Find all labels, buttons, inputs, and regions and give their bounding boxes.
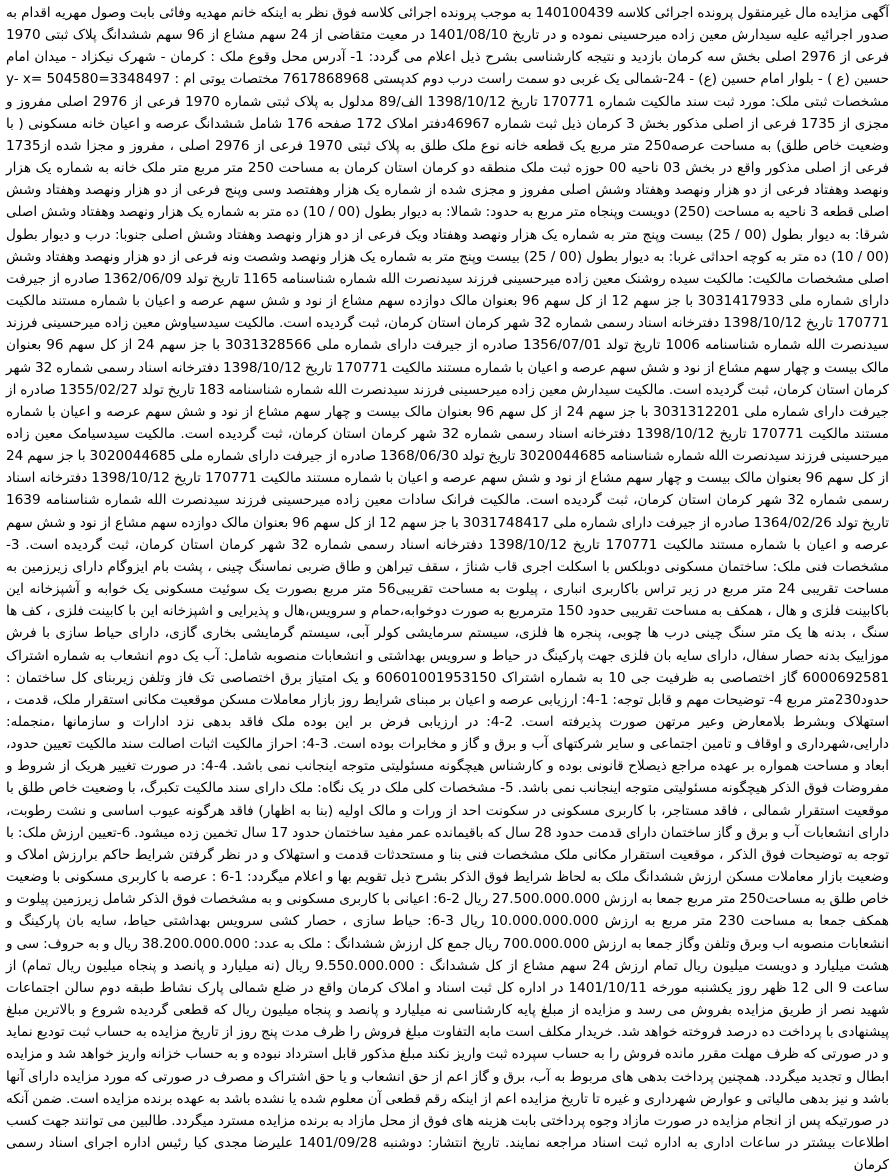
auction-notice-text: آگهی مزایده مال غیرمنقول پرونده اجرائی کلاسه 140100439 به موجب پرونده اجرائی کلاسه فوق نظر به اینکه خانم مهدیه وفائی بابت وصول مهریه اقدام به صدور اجرائیه علیه سیدارش معین زاده میرحسینی نموده و در تاریخ 1401/08/10 در معیت متقاضی از 24 سهم مشاع از 96 سهم ششدانگ پلاک ثبتی 1970 فرعی از 2976 اصلی بخش سه کرمان بازدید و نتیجه کارشناسی بشرح ذیل اعلام می گردد: 1- آدرس محل وقوع ملک : کرمان - شهرک نیکزاد - میدان امام حسین (ع ) - بلوار امام حسین (ع) - 24-شمالی یک غربی دو سمت راست درب دوم کدپستی 7617868968 مختصات یوتی ام : 3348497=y- x= 504580 مشخصات ثبتی ملک: مورد ثبت سند مالکیت شماره 170771 تاریخ 1398/10/12 الف/89 مدلول به پلاک ثبتی شماره 1970 فرعی از 2976 اصلی مفروز و مجزی از 1735 فرعی از اصلی مذکور بخش 3 کرمان ذیل ثبت شماره 46967دفتر املاک 172 صفحه 176 شامل ششدانگ عرصه و اعیان خانه مسکونی ( با وضعیت خاص طلق) به مساحت عرصه250 متر مربع یک قطعه خانه نوع ملک طلق به پلاک ثبتی 1970 فرعی از 2976 اصلی ، مفروز و مجزا شده از1735 فرعی از اصلی مذکور واقع در بخش 03 ناحیه 00 حوزه ثبت ملک منطقه دو کرمان استان کرمان به مساحت 250 متر مربع متر ملک خانه به شماره یک هزار ونهصد وهفتاد فرعی از دو هزار ونهصد وهفتاد وشش اصلی مفروز و مجزی شده از شماره یک هزار وهفتصد وسی وپنج فرعی از دو هزار ونهصد وهفتاد وشش اصلی قطعه 3 ناحیه به مساحت (250) دویست وپنجاه متر مربع به حدود: شمالا: به دیوار بطول (00 / 10) ده متر به شماره یک هزار ونهصد وهفتاد وشش اصلی شرقا: به دیوار بطول (00 / 25) بیست وپنج متر به شماره یک هزار ونهصد وهفتاد ویک فرعی از دو هزار ونهصد وهفتاد وشش اصلی جنوبا: درب و دیوار بطول (00 / 10) ده متر به کوچه احداثی غربا: به دیوار بطول (00 / 25) بیست وپنج متر به شماره یک هزار ونهصد وشصت ونه فرعی از دو هزار ونهصد وهفتاد وشش اصلی مشخصات مالکیت: مالکیت سیده روشنک معین زاده میرحسینی فرزند سیدنصرت الله شماره شناسنامه 1165 تاریخ تولد 1362/06/09 صادره از جیرفت دارای شماره ملی 3031417933 با جز سهم 12 از کل سهم 96 بعنوان مالک دوازده سهم مشاع از نود و شش سهم عرصه و اعیان با شماره مستند مالکیت 170771 تاریخ 1398/10/12 دفترخانه اسناد رسمی شماره 32 شهر کرمان استان کرمان، ثبت گردیده است. مالکیت سیدسیاوش معین زاده میرحسینی فرزند سیدنصرت الله شماره شناسنامه 1006 تاریخ تولد 1356/07/01 صادره از جیرفت دارای شماره ملی 3031328566 با جز سهم 24 از کل سهم 96 بعنوان مالک بیست و چهار سهم مشاع از نود و شش سهم عرصه و اعیان با شماره مستند مالکیت 170771 تاریخ 1398/10/12 دفترخانه اسناد رسمی شماره 32 شهر کرمان استان کرمان، ثبت گردیده است. مالکیت سیدارش معین زاده میرحسینی فرزند سیدنصرت الله شماره شناسنامه 183 تاریخ تولد 1355/02/27 صادره از جیرفت دارای شماره ملی 3031312201 با جز سهم 24 از کل سهم 96 بعنوان مالک بیست و چهار سهم مشاع از نود و شش سهم عرصه و اعیان با شماره مستند مالکیت 170771 تاریخ 1398/10/12 دفترخانه اسناد رسمی شماره 32 شهر کرمان استان کرمان، ثبت گردیده است. مالکیت سیدسیامک معین زاده میرحسینی فرزند سیدنصرت الله شماره شناسنامه 3020044685 تاریخ تولد 1368/06/30 صادره از جیرفت دارای شماره ملی 3020044685 با جز سهم 24 از کل سهم 96 بعنوان مالک بیست و چهار سهم مشاع از نود و شش سهم عرصه و اعیان با شماره مستند مالکیت 170771 تاریخ 1398/10/12 دفترخانه اسناد رسمی شماره 32 شهر کرمان استان کرمان، ثبت گردیده است. مالکیت فرانک سادات معین زاده میرحسینی فرزند سیدنصرت الله شماره شناسنامه 1639 تاریخ تولد 1364/02/26 صادره از جیرفت دارای شماره ملی 3031748417 با جز سهم 12 از کل سهم 96 بعنوان مالک دوازده سهم مشاع از نود و شش سهم عرصه و اعیان با شماره مستند مالکیت 170771 تاریخ 1398/10/12 دفترخانه اسناد رسمی شماره 32 شهر کرمان استان کرمان، ثبت گردیده است. 3- مشخصات فنی ملک: ساختمان مسکونی دوبلکس با اسکلت اجری قاب شناژ ، سقف تیراهن و طاق ضربی نماسنگ چینی ، پشت بام ایزوگام دارای زیرزمین به مساحت تقریبی 24 متر مربع در زیر تراس باکاربری انباری ، پیلوت به مساحت تقریبی56 متر مربع بصورت یک سوئیت مسکونی یک خوابه و آشپزخانه این باکابینت فلزی و هال ، همکف به مساحت تقریبی حدود 150 مترمربع به صورت دوخوابه،حمام و سرویس،هال و پذیرایی و اشپزخانه این با کابینت فلزی ، کف ها سنگ ، بدنه ها یک متر سنگ چینی درب ها چوبی، پنجره ها فلزی، سیستم سرمایشی کولر آبی، سیستم گرمایشی بخاری گازی، دارای حیاط سازی با فرش موزاییک بدنه حصار سفال، دارای سایه بان فلزی جهت پارکینگ در حیاط و سرویس بهداشتی و انشعابات منصوبه شامل: آب یک دوم انشعاب به شماره اشتراک 6000692581 گاز اختصاصی به ظرفیت جی 10 به شماره اشتراک 60601001953150 و یک امتیاز برق اختصاصی تک فاز وتلفن زیربنای کل ساختمان : حدود230متر مربع 4- توضیحات مهم و قابل توجه: 1-4: ارزیابی عرصه و اعیان بر مبنای شرایط روز بازار معاملات مسکن موقعیت مکانی استقرار ملک، قدمت ، استهلاک وبشرط بلامعارض وعیر مرتهن صورت پذیرفته است. 2-4: در ارزیابی فرض بر این بوده ملک فاقد بدهی نزد ادارات و سازمانها ،منجمله: دارایی،شهرداری و اوقاف و تامین اجتماعی و سایر شرکتهای آب و برق و گاز و مخابرات بوده است. 3-4: احراز مالکیت اثبات اصالت سند مالکیت تعیین حدود، ابعاد و مساحت همواره بر عهده مراجع ذیصلاح قانونی بوده و کارشناس هیچگونه مسئولیتی متوجه اینجانب نمی باشد. 4-4: در صورت تغییر هریک از شروط و مفروضات فوق الذکر هیچگونه مسئولیتی متوجه اینجانب نمی باشد. 5- مشخصات کلی ملک در یک نگاه: ملک دارای سند مالکیت تکبرگ، با وضعیت خاص طلق با موقعیت استقرار شمالی ، فاقد مستاجر، با کاربری مسکونی در سکونت احد از ورات و مالک اولیه (بنا به اظهار) فاقد هرگونه عیوب اساسی و نشت رطوبت، دارای انشعابات آب و برق و گاز ساختمان دارای قدمت حدود 28 سال که باقیمانده عمر مفید ساختمان حدود 17 سال تخمین زده میشود. 6-تعیین ارزش ملک: با توجه به توضیحات فوق الذکر ، موقعیت استقرار مکانی ملک مشخصات فنی بنا و مستحدثات قدمت و استهلاک و در نظر گرفتن شرایط حاکم برارزش املاک و وضعیت بازار معاملات مسکن ارزش ششدانگ ملک به لحاظ شرایط فوق الذکر بشرح ذیل تقویم بها و اعلام میگردد: 1-6 : عرصه با کاربری مسکونی با وضعیت خاص طلق به مساحت250 متر مربع جمعا به ارزش 27.500.000.000 ریال 2-6: اعیانی با کاربری مسکونی و به مشخصات فوق الذکر شامل زیرزمین پیلوت و همکف جمعا به مساحت 230 متر مربع به ارزش 10.000.000.000 ریال 3-6: حیاط سازی ، حصار کشی سرویس بهداشتی حیاط، سایه بان پارکینگ و انشعابات منصوبه اب وبرق وتلفن وگاز جمعا به ارزش 700.000.000 ریال جمع کل ارزش ششدانگ : ملک به عدد: 38.200.000.000 ریال و به حروف: سی و هشت میلیارد و دویست میلیون ریال تمام ارزش 24 سهم مشاع از کل ششدانگ : 9.550.000.000 ریال (نه میلیارد و پانصد و پنجاه میلیون ریال تمام) از ساعت 9 الی 12 ظهر روز یکشنبه مورخه 1401/10/11 در اداره کل ثبت اسناد و املاک کرمان واقع در ضلع شمالی پارک نشاط طبقه دوم سالن اجتماعات شهید نصر از طریق مزایده بفروش می رسد و مزایده از مبلغ پایه کارشناسی نه میلیارد و پانصد و پنجاه میلیون ریال که قطعی گردیده شروع و بالاترین مبلغ پیشنهادی با پرداخت ده درصد فروخته خواهد شد. خریدار مکلف است مابه التفاوت مبلغ فروش را ظرف مدت پنج روز از تاریخ مزایده به حساب ثبت تودیع نماید و در صورتی که ظرف مهلت مقرر مانده فروش را به حساب سپرده ثبت واریز نکند مبلغ مذکور قابل استرداد نبوده و به حساب خزانه واریز خواهد شد و مزایده ابطال و تجدید میگردد. همچنین پرداخت بدهی های مربوط به آب، برق و گاز اعم از حق انشعاب و یا حق اشتراک و مصرف در صورتی که مورد مزایده دارای آنها باشد و نیز بدهی مالیاتی و عوارض شهرداری و غیره تا تاریخ مزایده اعم از اینکه رقم قطعی آن معلوم شده یا نشده باشد به عهده برنده مزایده است. ضمن آنکه در صورتیکه پس از انجام مزایده در صورت مازاد وجوه پرداختی بابت هزینه های فوق از محل مازاد به برنده مزایده مسترد میگردد. طالبین می توانند جهت کسب اطلاعات بیشتر در ساعات اداری به اداره ثبت اسناد مراجعه نمایند. تاریخ انتشار: دوشنبه 1401/09/28 علیرضا مجدی کیا رئیس اداره اجرای اسناد رسمی کرمان [6,5,890,1174]
